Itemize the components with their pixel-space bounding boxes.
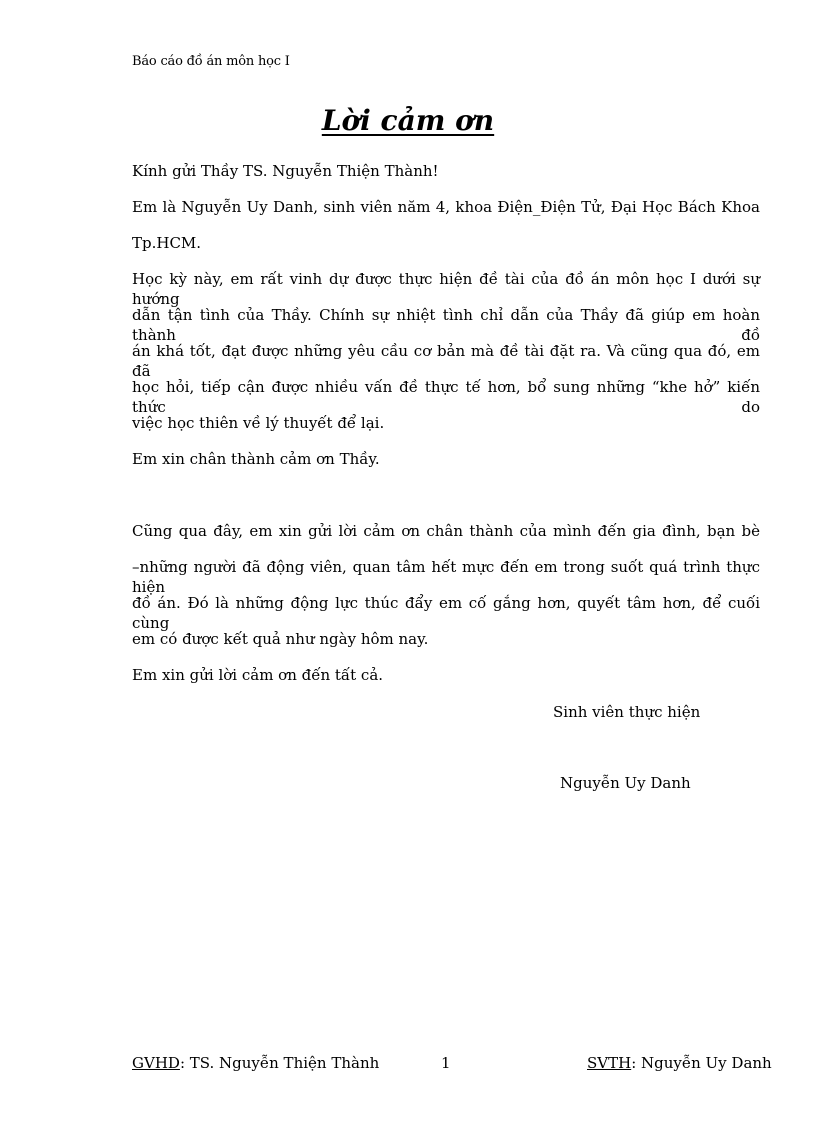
paragraph-2-line-3: đồ án. Đó là những động lực thúc đẩy em cố gắng hơn, quyết tâm hơn, để cuối cùng <box>132 594 760 632</box>
footer-svth-label: SVTH <box>587 1054 632 1072</box>
running-header: Báo cáo đồ án môn học I <box>132 54 290 69</box>
paragraph-1-line-3: án khá tốt, đạt được những yêu cầu cơ bản mà đề tài đặt ra. Và cũng qua đó, em đã <box>132 342 760 380</box>
paragraph-2-line-2: –những người đã động viên, quan tâm hết mực đến em trong suốt quá trình thực hiện <box>132 558 760 596</box>
intro-line-1: Em là Nguyễn Uy Danh, sinh viên năm 4, khoa Điện_Điện Tử, Đại Học Bách Khoa <box>132 198 760 216</box>
paragraph-1-line-5: việc học thiên về lý thuyết để lại. <box>132 414 385 432</box>
page-title: Lời cảm ơn <box>321 104 495 137</box>
paragraph-1-line-2: dẫn tận tình của Thầy. Chính sự nhiệt tình chỉ dẫn của Thầy đã giúp em hoàn thành đồ <box>132 306 760 344</box>
paragraph-2-line-4: em có được kết quả như ngày hôm nay. <box>132 630 429 648</box>
footer-gvhd-label: GVHD <box>132 1054 180 1072</box>
thanks-all-line: Em xin gửi lời cảm ơn đến tất cả. <box>132 666 384 684</box>
page-number: 1 <box>441 1054 451 1072</box>
intro-line-2: Tp.HCM. <box>132 234 202 252</box>
footer-svth-value: : Nguyễn Uy Danh <box>631 1054 772 1072</box>
signature-name: Nguyễn Uy Danh <box>560 774 691 792</box>
greeting-line: Kính gửi Thầy TS. Nguyễn Thiện Thành! <box>132 162 439 180</box>
footer-gvhd-value: : TS. Nguyễn Thiện Thành <box>179 1054 380 1072</box>
footer-student <box>587 1054 772 1072</box>
footer-instructor <box>132 1054 379 1072</box>
paragraph-1-line-4: học hỏi, tiếp cận được nhiều vấn đề thực tế hơn, bổ sung những “khe hở” kiến thức do <box>132 378 760 416</box>
paragraph-2-line-1: Cũng qua đây, em xin gửi lời cảm ơn chân thành của mình đến gia đình, bạn bè <box>132 522 760 540</box>
signature-role: Sinh viên thực hiện <box>553 703 701 721</box>
thanks-teacher-line: Em xin chân thành cảm ơn Thầy. <box>132 450 380 468</box>
paragraph-1-line-1: Học kỳ này, em rất vinh dự được thực hiện đề tài của đồ án môn học I dưới sự hướng <box>132 270 760 308</box>
